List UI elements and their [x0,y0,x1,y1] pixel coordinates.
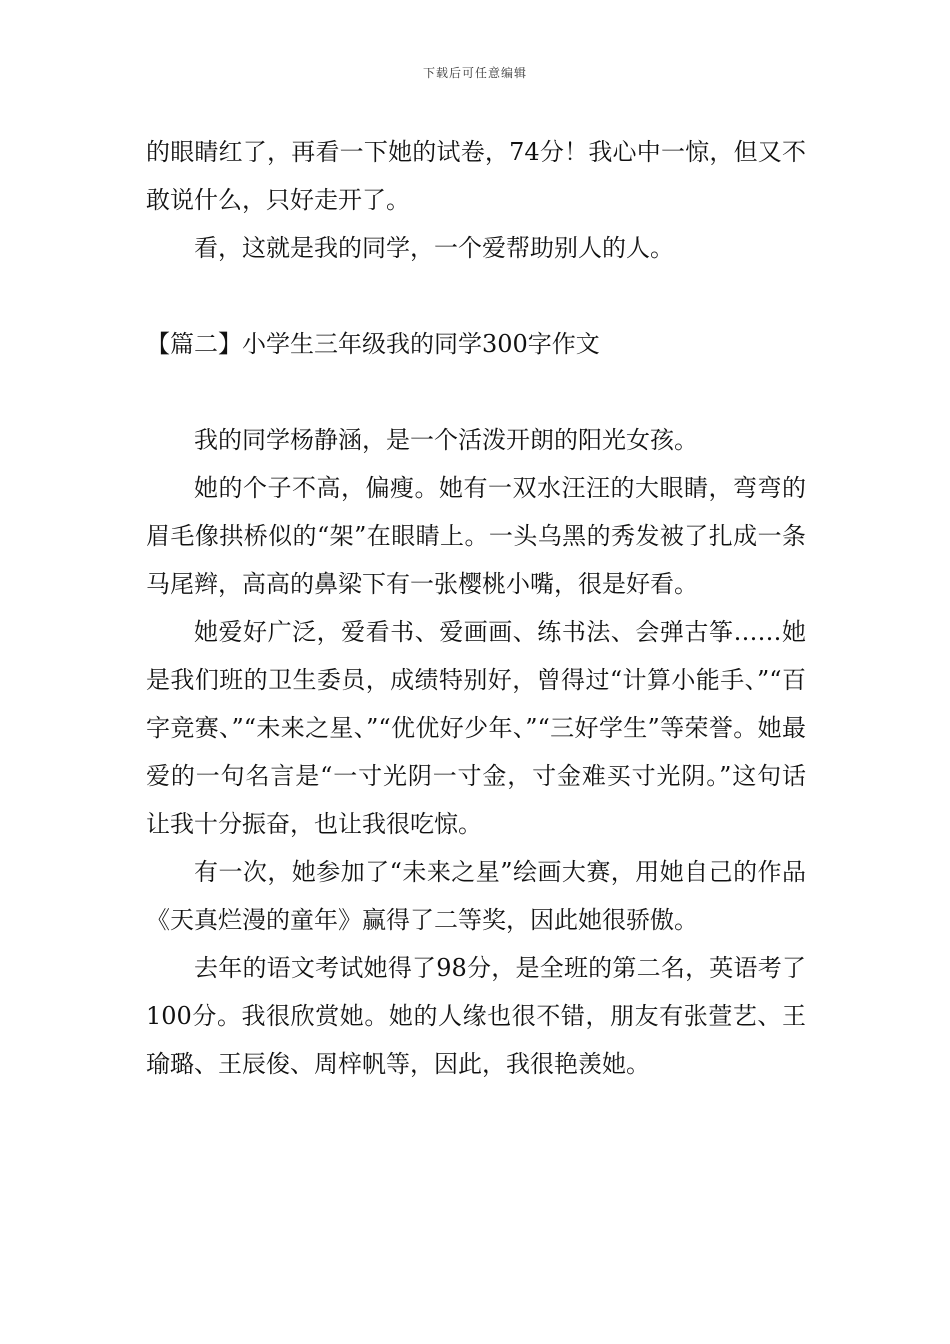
section-title: 【篇二】小学生三年级我的同学300字作文 [146,330,600,358]
spacer [146,368,806,416]
spacer [146,272,806,320]
paragraph-4: 有一次，她参加了“未来之星”绘画大赛，用她自己的作品《天真烂漫的童年》赢得了二等奖，因此她很骄傲。 [146,858,806,934]
paragraph-2: 她的个子不高，偏瘦。她有一双水汪汪的大眼睛，弯弯的眉毛像拱桥似的“架”在眼睛上。一头乌黑的秀发被了扎成一条马尾辫，高高的鼻梁下有一张樱桃小嘴，很是好看。 [146,474,806,598]
document-body [146,128,806,1088]
page-header: 下载后可任意编辑 [422,66,527,80]
paragraph-1: 我的同学杨静涵，是一个活泼开朗的阳光女孩。 [194,426,698,454]
continuation-paragraph-1: 的眼睛红了，再看一下她的试卷，74分！我心中一惊，但又不敢说什么，只好走开了。 [146,138,806,214]
continuation-paragraph-2: 看，这就是我的同学，一个爱帮助别人的人。 [194,234,674,262]
paragraph-5: 去年的语文考试她得了98分，是全班的第二名，英语考了100分。我很欣赏她。她的人缘也很不错，朋友有张萱艺、王瑜璐、王辰俊、周梓帆等，因此，我很艳羡她。 [146,954,806,1078]
paragraph-3: 她爱好广泛，爱看书、爱画画、练书法、会弹古筝……她是我们班的卫生委员，成绩特别好，曾得过“计算小能手、”“百字竞赛、”“未来之星、”“优优好少年、”“三好学生”等荣誉。她最爱的一句名言是“一寸光阴一寸金，寸金难买寸光阴。”这句话让我十分振奋，也让我很吃惊。 [146,618,806,838]
